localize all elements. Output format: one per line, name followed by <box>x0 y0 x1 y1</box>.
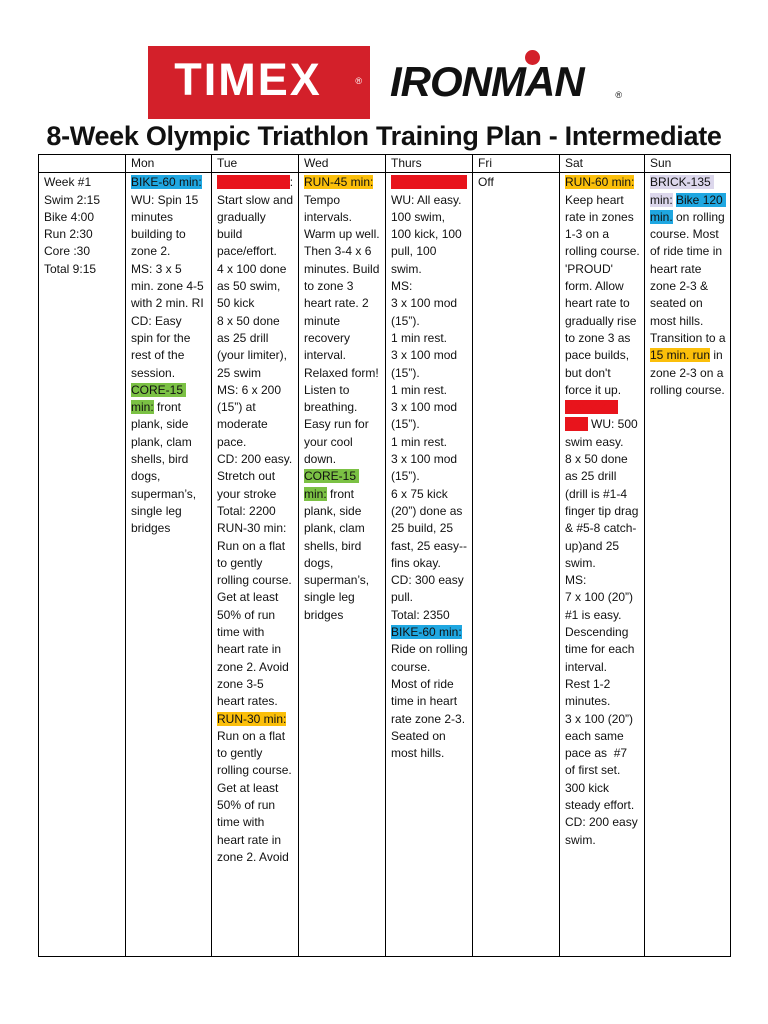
wednesday-cell <box>299 173 386 957</box>
workout-label: SWIM-45 min: <box>391 175 468 190</box>
friday-cell <box>473 173 560 957</box>
header-cell-tue: Tue <box>212 155 299 173</box>
cell-text: Ride on rolling course. Most of ride time in heart rate zone 2-3. Seated on most hills. <box>391 642 468 761</box>
tuesday-cell <box>212 173 299 957</box>
saturday-cell <box>560 173 645 957</box>
cell-text: Tempo intervals. Warm up well. Then 3-4 x 6 minutes. Build to zone 3 heart rate. 2 minute recovery interval. Relaxed form! Listen to breathing. Easy run for your cool down. <box>304 192 380 467</box>
header-cell-fri: Fri <box>473 155 560 173</box>
workout-label: RUN-30 min: <box>217 711 287 726</box>
header-cell-thurs: Thurs <box>386 155 473 173</box>
training-plan-table <box>38 154 731 957</box>
workout-label: CORE-15 min: <box>304 469 360 501</box>
sunday-cell <box>645 173 731 957</box>
cell-text: Off <box>478 175 494 190</box>
cell-text: front plank, side plank, clam shells, bird dogs, superman’s, single leg bridges <box>304 486 373 622</box>
header-cell-week <box>39 155 126 173</box>
ironman-logo <box>390 50 620 116</box>
workout-label: SWIM-45 min: <box>565 400 619 432</box>
registered-mark: ® <box>615 90 622 100</box>
cell-text: front plank, side plank, clam shells, bird dogs, superman’s, single leg bridges <box>131 400 200 536</box>
workout-label: Bike 120 min. <box>650 192 727 224</box>
table-row <box>39 173 731 957</box>
workout-label: 15 min. run <box>650 348 711 363</box>
header-cell-mon: Mon <box>126 155 212 173</box>
thursday-cell <box>386 173 473 957</box>
monday-cell <box>126 173 212 957</box>
cell-text: Run on a flat to gently rolling course. Get at least 50% of run time with heart rate in zone 2. Avoid <box>217 728 292 864</box>
cell-text: Week #1 Swim 2:15 Bike 4:00 Run 2:30 Core :30 Total 9:15 <box>44 175 101 276</box>
workout-label: RUN-60 min: <box>565 175 635 190</box>
cell-text: in zone 2-3 on a rolling course. <box>650 348 727 397</box>
workout-label: BIKE-60 min: <box>391 625 462 640</box>
ironman-logo-text: IRONMAN <box>390 58 584 105</box>
cell-text: Keep heart rate in zones 1-3 on a rolling course. 'PROUD' form. Allow heart rate to gradually rise to zone 3 as pace builds, but don't force it up. <box>565 192 640 397</box>
header-cell-sun: Sun <box>645 155 731 173</box>
cell-text: on rolling course. Most of ride time in heart rate zone 2-3 & seated on most hills. Transition to a <box>650 209 729 345</box>
cell-text: : Start slow and gradually build pace/effort. 4 x 100 done as 50 swim, 50 kick 8 x 50 done as 25 drill (your limiter), 25 swim MS: 6 x 200 (15”) at moderate pace. CD: 200 easy. Stretch out your stroke Total: 2200 RUN-30 min: Run on a flat to gently rolling course. Get at least 50% of run time with heart rate in zone 2. Avoid zone 3-5 heart rates. <box>217 175 294 709</box>
workout-label: SWIM-45 min <box>217 175 290 190</box>
header-cell-wed: Wed <box>299 155 386 173</box>
week-summary-cell <box>39 173 126 957</box>
cell-text: WU: Spin 15 minutes building to zone 2. MS: 3 x 5 min. zone 4-5 with 2 min. RI CD: Easy spin for the rest of the session. <box>131 192 204 380</box>
cell-text: WU: All easy. 100 swim, 100 kick, 100 pull, 100 swim. MS: 3 x 100 mod (15”). 1 min rest. 3 x 100 mod (15”). 1 min rest. 3 x 100 mod (15”). 1 min rest. 3 x 100 mod (15”). 6 x 75 kick (20”) done as 25 build, 25 fast, 25 easy--fins okay. CD: 300 easy pull. Total: 2350 <box>391 192 468 622</box>
cell-text: WU: 500 swim easy. 8 x 50 done as 25 drill (drill is #1-4 finger tip drag & #5-8 catch-up)and 25 swim. MS: 7 x 100 (20”) #1 is easy. Descending time for each interval. Rest 1-2 minutes. 3 x 100 (20”) each same pace as #7 of first set. 300 kick steady effort. CD: 200 easy swim. <box>565 417 639 847</box>
timex-logo-text: TIMEX <box>174 54 322 105</box>
workout-label: RUN-45 min: <box>304 175 374 190</box>
workout-label: CORE-15 min: <box>131 382 187 415</box>
header-cell-sat: Sat <box>560 155 645 173</box>
page-title: 8-Week Olympic Triathlon Training Plan - Intermediate <box>46 121 722 151</box>
registered-mark: ® <box>355 76 362 86</box>
workout-label: BRICK-135 min: <box>650 175 715 207</box>
timex-logo <box>148 46 370 119</box>
logo-banner <box>0 0 768 124</box>
header-row <box>39 155 731 173</box>
workout-label: BIKE-60 min: <box>131 175 202 190</box>
